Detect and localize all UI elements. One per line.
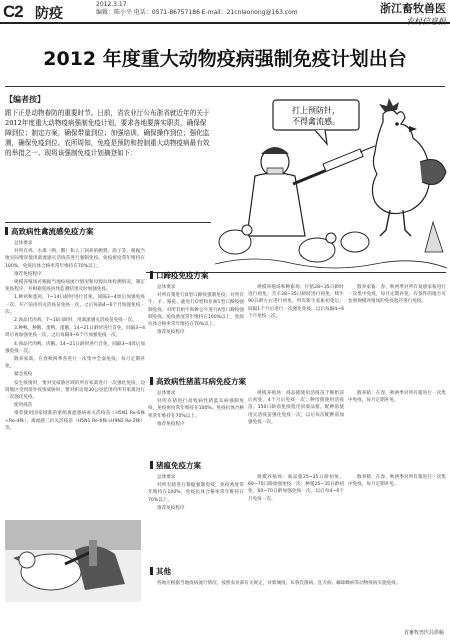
- paragraph: 推荐免疫程序: [157, 505, 185, 511]
- paragraph: 1.种鸡和蛋鸡。7~14日龄时进行首免，间隔3~4周后加强免疫一次，开产前再用灭活疫苗免疫一次，之后每隔4~6个月加强免疫一次。: [5, 295, 145, 315]
- vet-doctor-icon: [247, 146, 375, 236]
- paragraph: 对所有鸡、水禽（鸭、鹅）和人工饲养的鹌鹑、鸽子等，根据当地实际情况使用禽流感灭活疫苗进行强制免疫。免疫密度常年维持在100%，免疫抗体合格率常年维持在70%以上。: [5, 249, 145, 269]
- editor-contact: 编辑：陈小平 电话：0571-86757186 E-mail：21cnlaonong@163.com: [96, 9, 298, 16]
- rooster-icon: [372, 98, 446, 236]
- paper-section-name: 浙江畜牧兽医: [380, 2, 446, 15]
- paper-brand-logo: 农村信息报: [406, 17, 446, 26]
- section-title-fmd: 口蹄疫免疫方案: [150, 270, 209, 281]
- lead-bottom-rule: [5, 222, 211, 223]
- speech-bubble-line2: 不得禽流感。: [292, 117, 340, 126]
- paragraph: 散养猪：在春、秋两季对所有猪进行一次集中免疫，每月定期补免。: [348, 391, 446, 404]
- column-fmd-b: [248, 284, 344, 374]
- paragraph: 推荐免疫程序: [157, 330, 185, 336]
- page-number: C2: [3, 2, 23, 21]
- column-csf-a: [148, 474, 244, 560]
- paragraph: 规模养殖场可根据当地疫病流行情况和母源抗体检测情况，制定免疫程序，并根据免疫抗体监测结果及时加强免疫。: [5, 280, 145, 293]
- section-name: 防疫: [35, 6, 63, 22]
- section-title-prrs: 高致病性猪蓝耳病免疫方案: [150, 376, 246, 387]
- paragraph: 4.商品代肉鸭、肉鹅。14~21日龄时进行首免，间隔3~4周后加强免疫一次。: [5, 341, 145, 354]
- paragraph: 3.种鸭、种鹅、蛋鸭、蛋鹅。14~21日龄时进行首免，间隔3~4周后再加强免疫一次，之后每隔4~6个月加强免疫一次。: [5, 326, 145, 339]
- section-title-avian-flu: 高致病性禽流感免疫方案: [5, 226, 94, 237]
- headline-rule: [5, 86, 445, 87]
- paragraph: 对所有猪进行高致病性猪蓝耳病强制免疫，免疫密度常年维持在100%，免疫抗体合格率常年维持在70%以上。: [148, 399, 244, 419]
- paragraph: 散养家禽。在春秋两季各进行一次集中全面免疫，每月定期补免。: [5, 357, 145, 370]
- cartoon-illustration: [215, 92, 447, 270]
- paper-title: [380, 0, 446, 27]
- paragraph: 推荐免疫程序: [14, 271, 42, 277]
- paragraph: 使用疫苗: [14, 403, 33, 409]
- paragraph: 总体要求: [157, 391, 176, 396]
- paragraph: 对所有猪进行猪瘟强制免疫，免疫密度常年维持在100%，免疫抗体合格率常年维持在70%以上。: [148, 483, 244, 503]
- paragraph: 总体要求: [14, 241, 33, 246]
- paragraph: 规模养殖场和种畜场：仔猪28~35日龄时进行初免；羔羊28~35日龄时进行初免；犊牛90日龄左右进行初免。所有新生家畜初免后，间隔1个月后进行一次强化免疫，以后每隔4~6个月免疫一次。: [248, 285, 344, 319]
- vaccination-photo: [5, 520, 141, 602]
- hens-group: [215, 222, 447, 268]
- paragraph: 规模养殖场：商品猪25~35日龄初免，60~70日龄加强免疫一次；种猪25~35日龄初免，60~70日龄加强免疫一次，以后每4~6个月免疫一次。: [248, 475, 344, 502]
- column-fmd-c: [348, 284, 446, 374]
- paragraph: 散养家畜：春、秋两季对所有易感家畜进行一次集中免疫，每月定期补免。有条件的地方可参照规模养殖场的免疫程序进行免疫。: [348, 285, 446, 305]
- paragraph: 规模养殖场：商品猪使用活疫苗于断奶前后初免，4个月后免疫一次；种母猪使用活疫苗，150日龄前免疫程序同商品猪，配种前使用灭活疫苗强化免疫一次，以后每次配种前加强免疫一次。: [248, 391, 344, 425]
- masthead: [0, 0, 450, 24]
- paragraph: 紧急免疫: [14, 372, 33, 378]
- paragraph: 推荐免疫程序: [157, 421, 185, 427]
- paragraph: 对所有猪进行O型口蹄疫强制免疫；对所有牛、羊、骆驼、鹿进行O型和亚洲1型口蹄疫强制免疫；对所有奶牛和种公牛进行A型口蹄疫强制免疫。免疫密度常年维持在100%以上，免疫抗体合格率常年维持在70%以上。: [148, 293, 244, 328]
- paragraph: 散养猪：在春、秋两季对所有猪进行一次集中免疫，每月定期补免。: [348, 475, 446, 488]
- masthead-meta: [96, 1, 298, 17]
- column-prrs-b: [248, 390, 344, 456]
- issue-date: 2012.3.17: [96, 1, 127, 8]
- column-csf-c: [348, 474, 446, 560]
- paragraph: 2.商品代肉鸡。7~10日龄时，用禽流感灭活疫苗免疫一次。: [14, 318, 137, 324]
- paragraph: 总体要求: [157, 285, 176, 290]
- section-title-other: 其他: [150, 566, 171, 577]
- column-other: [148, 580, 444, 624]
- headline: 2012 年度重大动物疫病强制免疫计划出台: [43, 48, 407, 70]
- column-fmd-a: [148, 284, 244, 374]
- column-prrs-c: [348, 390, 446, 456]
- speech-bubble: [273, 100, 359, 144]
- paragraph: 各地应根据当地疫病流行情况，按照农业部有关规定，对新城疫、布鲁氏菌病、狂犬病、棘球蚴病等动物疫病实施免疫。: [157, 581, 401, 586]
- editor-note-title: 【编者按】: [5, 95, 45, 104]
- section-title-swine-fever: 猪瘟免疫方案: [150, 460, 201, 471]
- paragraph: 推荐使用国家批准的重组禽流感病毒灭活疫苗（H5N1 Re-6株+Re-4株）、禽流感二价灭活疫苗（H5N1 Re-6株+H9N2 Re-2株）等。: [5, 411, 145, 431]
- column-csf-b: [248, 474, 344, 560]
- paragraph: 发生疫情时，要对受威胁区域的所有家禽进行一次强化免疫，边境地区受到境外疫情威胁时，要对距边境30公里范围内所有家禽进行一次强化免疫。: [5, 380, 145, 401]
- editor-note-text: 跟下正是动物春防的重要时节。日前，省农业厅公布浙省就近年的关于2012年度重大动物疫病强制免疫计划，要求各地要落实职责，确保保障到位；制定方案，确保带量到位；加强培训，确保操作到位；强化监测，确保免疫到位。农所周知，免疫是预防和控制重大动物疫病最有效的举措之一。现将该强制免疫计划摘登如下：: [5, 109, 210, 157]
- column-avian-flu: [5, 240, 145, 518]
- editor-note: [5, 94, 211, 220]
- column-prrs-a: [148, 390, 244, 456]
- source-credit: 省畜牧兽医局供稿: [403, 630, 444, 636]
- paragraph: 总体要求: [157, 475, 176, 480]
- speech-bubble-line1: 打上预防针，: [292, 106, 340, 115]
